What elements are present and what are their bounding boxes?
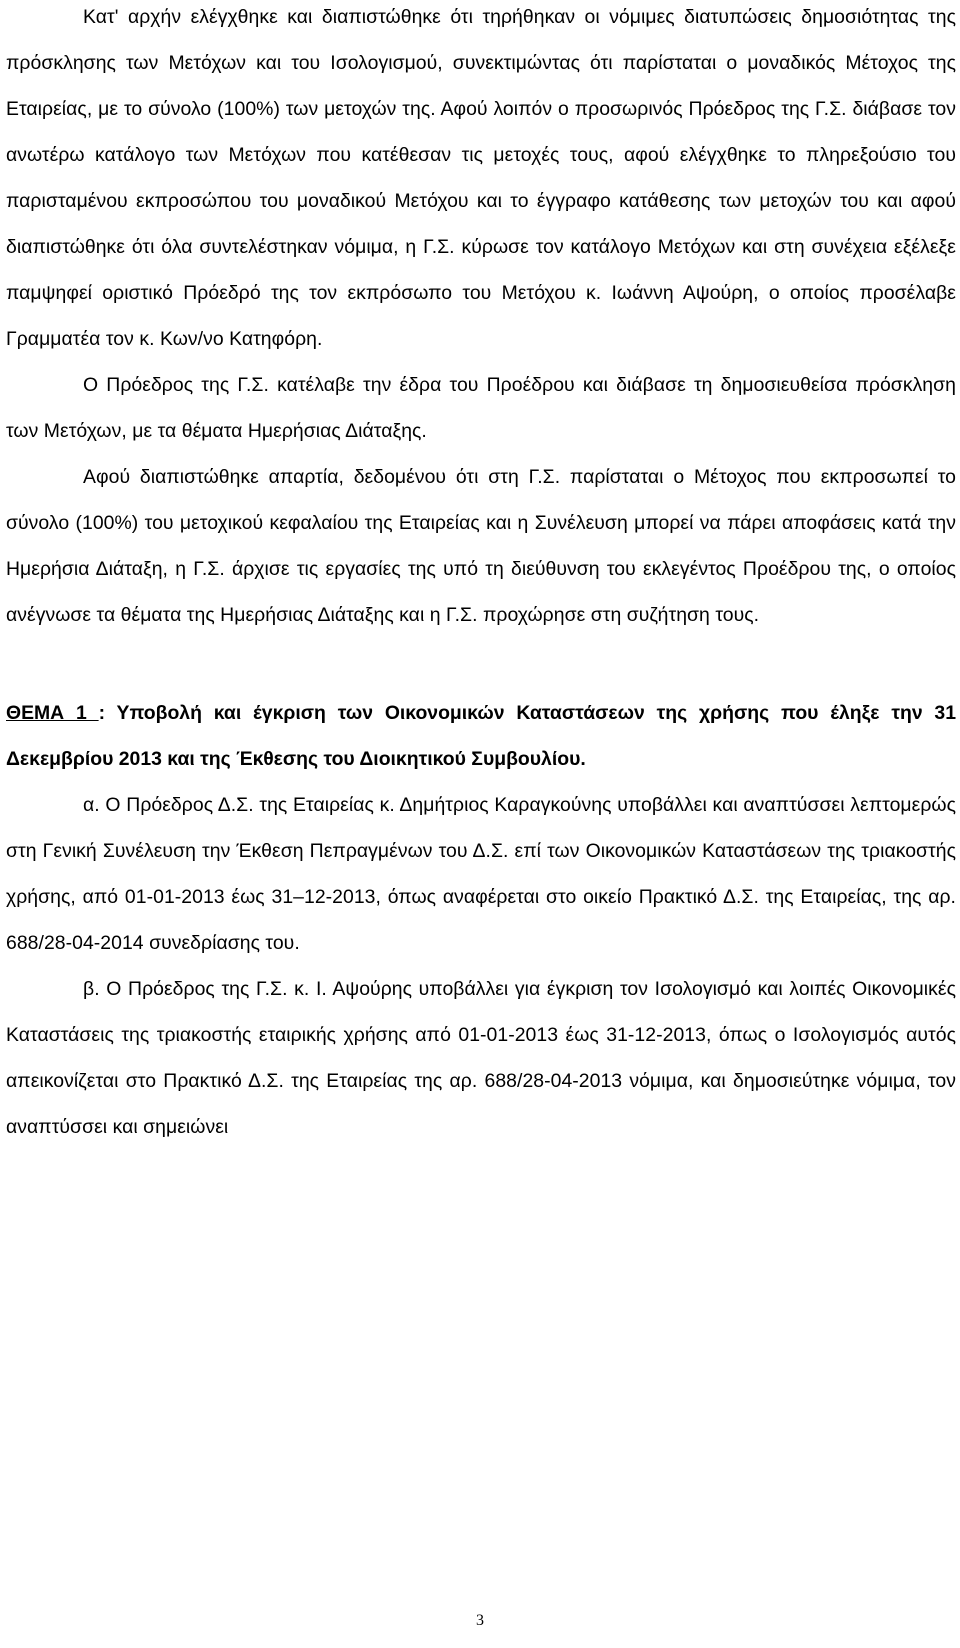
paragraph-agenda-start: Αφού διαπιστώθηκε απαρτία, δεδομένου ότι στη Γ.Σ. παρίσταται ο Μέτοχος που εκπροσωπεί το σύνολο (100%) του μετοχικού κεφαλαίου της Εταιρείας και η Συνέλευση μπορεί να πάρει αποφάσεις κατά την Ημερήσια Διάταξη, η Γ.Σ. άρχισε τις εργασίες της υπό τη διεύθυνση του εκλεγέντος Προέδρου της, ο οποίος ανέγνωσε τα θέματα της Ημερήσιας Διάταξης και η Γ.Σ. προχώρησε στη συζήτηση τους.	[6, 466, 956, 626]
paragraph-chair-seat: Ο Πρόεδρος της Γ.Σ. κατέλαβε την έδρα του Προέδρου και διάβασε τη δημοσιευθείσα πρόσκληση των Μετόχων, με τα θέματα Ημερήσιας Διάταξης.	[6, 374, 956, 442]
paragraph-quorum-check: Κατ' αρχήν ελέγχθηκε και διαπιστώθηκε ότι τηρήθηκαν οι νόμιμες διατυπώσεις δημοσιότητας της πρόσκλησης των Μετόχων και του Ισολογισμού, συνεκτιμώντας ότι παρίσταται ο μοναδικός Μέτοχος της Εταιρείας, με το σύνολο (100%) των μετοχών της. Αφού λοιπόν ο προσωρινός Πρόεδρος της Γ.Σ. διάβασε τον ανωτέρω κατάλογο των Μετόχων που κατέθεσαν τις μετοχές τους, αφού ελέγχθηκε το πληρεξούσιο του παρισταμένου εκπροσώπου του μοναδικού Μετόχου και το έγγραφο κατάθεσης των μετοχών του και αφού διαπιστώθηκε ότι όλα συντελέστηκαν νόμιμα, η Γ.Σ. κύρωσε τον κατάλογο Μετόχων και στη συνέχεια εξέλεξε παμψηφεί οριστικό Πρόεδρό της τον εκπρόσωπο του Μετόχου κ. Ιωάννη Αψούρη, ο οποίος προσέλαβε Γραμματέα τον κ. Κων/νο Κατηφόρη.	[6, 6, 956, 350]
page-number: 3	[476, 1612, 484, 1629]
item-a-paragraph: α. Ο Πρόεδρος Δ.Σ. της Εταιρείας κ. Δημήτριος Καραγκούνης υποβάλλει και αναπτύσσει λεπτομερώς στη Γενική Συνέλευση την Έκθεση Πεπραγμένων του Δ.Σ. επί των Οικονομικών Καταστάσεων της τριακοστής χρήσης, από 01-01-2013 έως 31–12-2013, όπως αναφέρεται στο οικείο Πρακτικό Δ.Σ. της Εταιρείας, της αρ. 688/28-04-2014 συνεδρίασης του.	[6, 794, 956, 954]
agenda-item-title: : Υποβολή και έγκριση των Οικονομικών Καταστάσεων της χρήσης που έληξε την 31 Δεκεμβρίου 2013 και της Έκθεσης του Διοικητικού Συμβουλίου.	[6, 702, 956, 770]
section-spacer	[6, 644, 956, 696]
agenda-item-label: ΘΕΜΑ 1	[6, 702, 99, 724]
item-b-paragraph: β. Ο Πρόεδρος της Γ.Σ. κ. Ι. Αψούρης υποβάλλει για έγκριση τον Ισολογισμό και λοιπές Οικονομικές Καταστάσεις της τριακοστής εταιρικής χρήσης από 01-01-2013 έως 31-12-2013, όπως ο Ισολογισμός αυτός απεικονίζεται στο Πρακτικό Δ.Σ. της Εταιρείας της αρ. 688/28-04-2013 νόμιμα, και δημοσιεύτηκε νόμιμα, τον αναπτύσσει και σημειώνει	[6, 978, 956, 1138]
agenda-item-heading	[6, 690, 956, 782]
page-body	[6, 0, 956, 1156]
